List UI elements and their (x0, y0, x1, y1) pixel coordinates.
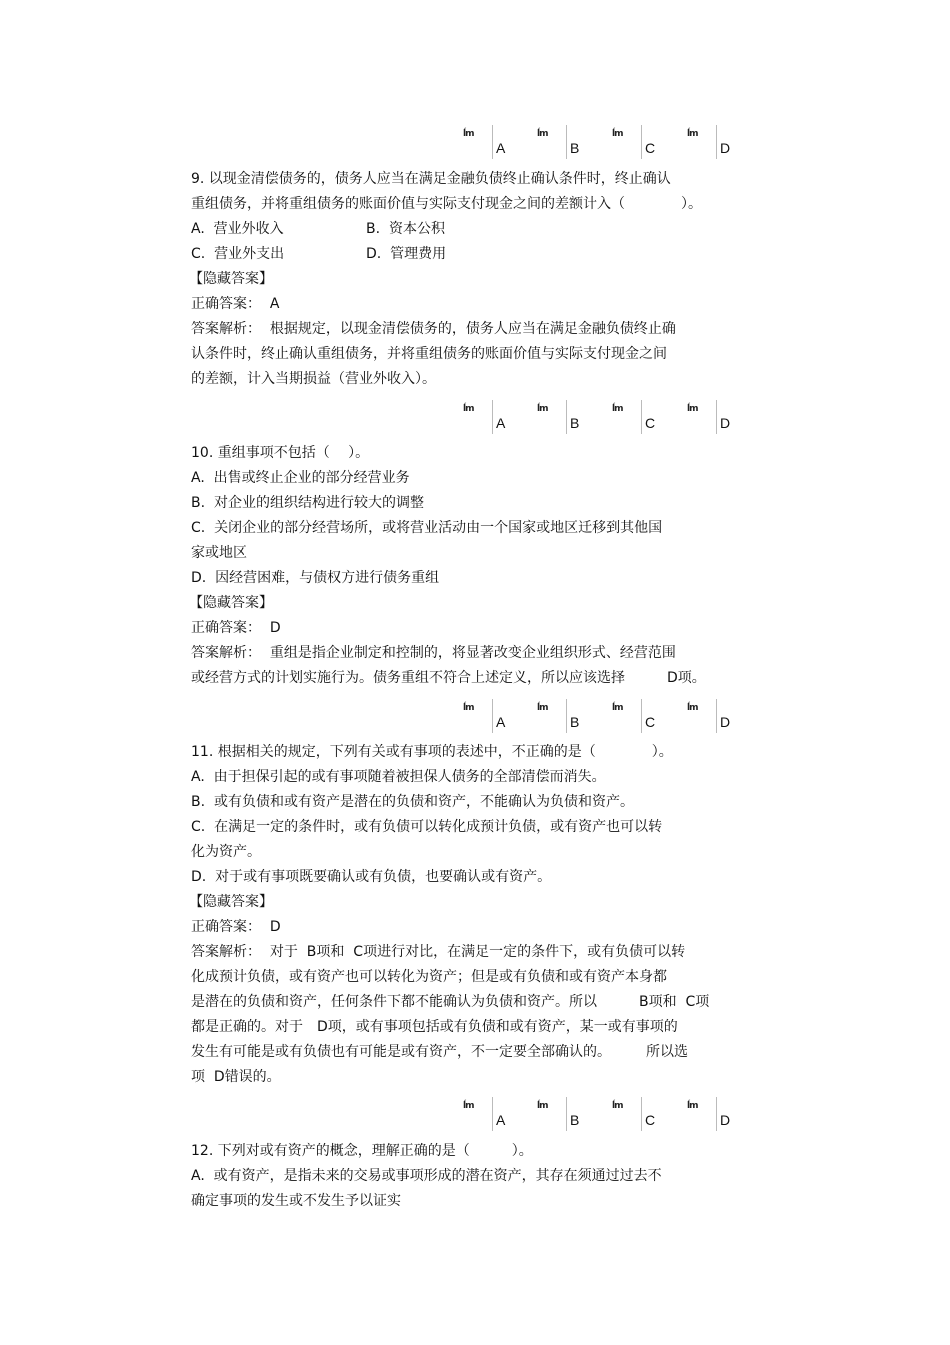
q12-option-a-line-1: A. 或有资产，是指未来的交易或事项形成的潜在资产，其存在须通过过去不 (191, 1168, 662, 1184)
q11-explanation-line-2: 化成预计负债，或有资产也可以转化为资产；但是或有负债和或有资产本身都 (191, 969, 667, 985)
radio-icon[interactable]: ĺm (463, 404, 474, 414)
q11-explanation-line-5: 发生有可能是或有负债也有可能是或有资产，不一定要全部确认的。 所以选 (191, 1044, 688, 1060)
q10-option-c-line-1: C. 关闭企业的部分经营场所，或将营业活动由一个国家或地区迁移到其他国 (191, 520, 663, 536)
choice-a[interactable] (462, 699, 522, 733)
q11-option-b: B. 或有负债和或有资产是潜在的负债和资产，不能确认为负债和资产。 (191, 794, 634, 810)
choice-bar-2 (462, 400, 762, 434)
radio-icon[interactable]: ĺm (612, 1101, 623, 1111)
radio-icon[interactable]: ĺm (612, 404, 623, 414)
q9-stem-line-1: 9. 以现金清偿债务的，债务人应当在满足金融负债终止确认条件时，终止确认 (191, 171, 671, 187)
q11-stem: 11. 根据相关的规定，下列有关或有事项的表述中，不正确的是（ ）。 (191, 744, 673, 760)
choice-label: A (496, 714, 506, 730)
radio-icon[interactable]: ĺm (612, 703, 623, 713)
choice-label: B (570, 1112, 580, 1128)
q9-option-b: B. 资本公积 (366, 221, 445, 237)
choice-d[interactable] (686, 1097, 746, 1131)
divider (641, 699, 642, 733)
q9-hidden-answer-toggle[interactable]: 【隐藏答案】 (189, 271, 273, 287)
q9-option-c: C. 营业外支出 (191, 246, 285, 262)
radio-icon[interactable]: ĺm (687, 703, 698, 713)
q9-explanation-line-1: 答案解析： 根据规定，以现金清偿债务的，债务人应当在满足金融负债终止确 (191, 321, 676, 337)
choice-label: B (570, 140, 580, 156)
q11-hidden-answer-toggle[interactable]: 【隐藏答案】 (189, 894, 273, 910)
choice-b[interactable] (536, 699, 596, 733)
divider (566, 699, 567, 733)
choice-bar-3 (462, 699, 762, 733)
q11-explanation-line-3: 是潜在的负债和资产，任何条件下都不能确认为负债和资产。所以 B项和 C项 (191, 994, 710, 1010)
choice-b[interactable] (536, 125, 596, 159)
q9-correct-answer: 正确答案： A (191, 296, 280, 312)
q11-correct-answer: 正确答案： D (191, 919, 281, 935)
choice-c[interactable] (611, 400, 671, 434)
q9-option-a: A. 营业外收入 (191, 221, 284, 237)
q10-option-d: D. 因经营困难，与债权方进行债务重组 (191, 570, 440, 586)
divider (641, 1097, 642, 1131)
divider (492, 125, 493, 159)
radio-icon[interactable]: ĺm (537, 703, 548, 713)
q12-stem: 12. 下列对或有资产的概念，理解正确的是（ ）。 (191, 1143, 533, 1159)
choice-a[interactable] (462, 400, 522, 434)
choice-c[interactable] (611, 125, 671, 159)
q10-option-a: A. 出售或终止企业的部分经营业务 (191, 470, 410, 486)
divider (566, 1097, 567, 1131)
choice-c[interactable] (611, 1097, 671, 1131)
choice-label: B (570, 415, 580, 431)
choice-label: C (645, 714, 656, 730)
divider (716, 699, 717, 733)
choice-b[interactable] (536, 400, 596, 434)
radio-icon[interactable]: ĺm (537, 129, 548, 139)
divider (566, 125, 567, 159)
choice-label: D (720, 415, 731, 431)
choice-label: A (496, 1112, 506, 1128)
q9-option-d: D. 管理费用 (366, 246, 447, 262)
choice-label: D (720, 1112, 731, 1128)
q12-option-a-line-2: 确定事项的发生或不发生予以证实 (191, 1193, 401, 1209)
divider (716, 400, 717, 434)
divider (716, 1097, 717, 1131)
choice-b[interactable] (536, 1097, 596, 1131)
q10-option-b: B. 对企业的组织结构进行较大的调整 (191, 495, 424, 511)
q10-option-c-line-2: 家或地区 (191, 545, 247, 561)
choice-d[interactable] (686, 125, 746, 159)
choice-a[interactable] (462, 125, 522, 159)
divider (641, 400, 642, 434)
choice-d[interactable] (686, 699, 746, 733)
q9-explanation-line-2: 认条件时，终止确认重组债务，并将重组债务的账面价值与实际支付现金之间 (191, 346, 667, 362)
q11-option-a: A. 由于担保引起的或有事项随着被担保人债务的全部清偿而消失。 (191, 769, 606, 785)
radio-icon[interactable]: ĺm (687, 404, 698, 414)
q11-explanation-line-6: 项 D错误的。 (191, 1069, 281, 1085)
choice-label: D (720, 140, 731, 156)
choice-label: C (645, 415, 656, 431)
radio-icon[interactable]: ĺm (612, 129, 623, 139)
radio-icon[interactable]: ĺm (687, 1101, 698, 1111)
choice-label: C (645, 1112, 656, 1128)
choice-label: A (496, 140, 506, 156)
divider (492, 699, 493, 733)
q10-stem: 10. 重组事项不包括（ ）。 (191, 445, 370, 461)
radio-icon[interactable]: ĺm (463, 703, 474, 713)
q9-explanation-line-3: 的差额，计入当期损益（营业外收入）。 (191, 371, 436, 387)
choice-bar-4 (462, 1097, 762, 1131)
q11-option-d: D. 对于或有事项既要确认或有负债，也要确认或有资产。 (191, 869, 552, 885)
divider (566, 400, 567, 434)
choice-bar-1 (462, 125, 762, 159)
radio-icon[interactable]: ĺm (463, 129, 474, 139)
q11-explanation-line-1: 答案解析： 对于 B项和 C项进行对比，在满足一定的条件下，或有负债可以转 (191, 944, 686, 960)
q11-explanation-line-4: 都是正确的。对于 D项，或有事项包括或有负债和或有资产，某一或有事项的 (191, 1019, 678, 1035)
radio-icon[interactable]: ĺm (537, 404, 548, 414)
q11-option-c-line-2: 化为资产。 (191, 844, 261, 860)
choice-a[interactable] (462, 1097, 522, 1131)
q11-option-c-line-1: C. 在满足一定的条件时，或有负债可以转化成预计负债，或有资产也可以转 (191, 819, 663, 835)
q10-hidden-answer-toggle[interactable]: 【隐藏答案】 (189, 595, 273, 611)
choice-label: C (645, 140, 656, 156)
radio-icon[interactable]: ĺm (687, 129, 698, 139)
radio-icon[interactable]: ĺm (463, 1101, 474, 1111)
q10-correct-answer: 正确答案： D (191, 620, 281, 636)
divider (716, 125, 717, 159)
divider (641, 125, 642, 159)
q9-stem-line-2: 重组债务，并将重组债务的账面价值与实际支付现金之间的差额计入（ ）。 (191, 196, 702, 212)
divider (492, 1097, 493, 1131)
q10-explanation-line-1: 答案解析： 重组是指企业制定和控制的，将显著改变企业组织形式、经营范围 (191, 645, 676, 661)
choice-label: B (570, 714, 580, 730)
choice-c[interactable] (611, 699, 671, 733)
choice-label: A (496, 415, 506, 431)
radio-icon[interactable]: ĺm (537, 1101, 548, 1111)
divider (492, 400, 493, 434)
choice-label: D (720, 714, 731, 730)
choice-d[interactable] (686, 400, 746, 434)
q10-explanation-line-2: 或经营方式的计划实施行为。债务重组不符合上述定义，所以应该选择 D项。 (191, 670, 706, 686)
